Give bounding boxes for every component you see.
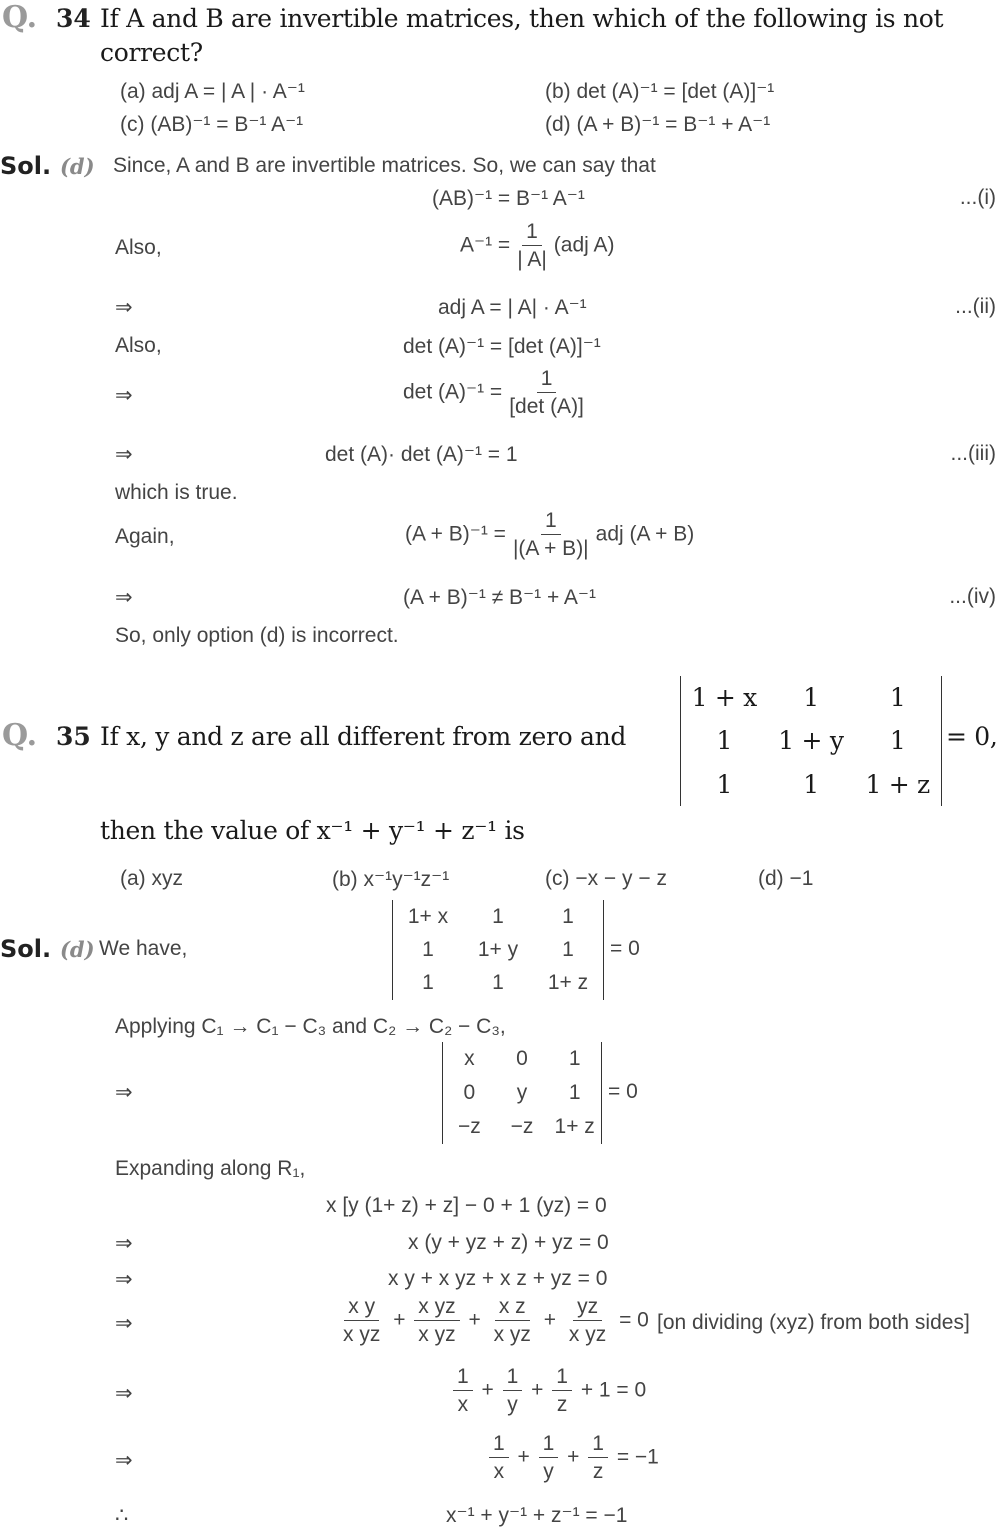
fraction <box>539 1430 559 1486</box>
determinant-cell: 1 + y <box>778 726 844 756</box>
denominator: y <box>507 1393 518 1417</box>
solution-text: So, only option (d) is incorrect. <box>115 624 399 647</box>
plus-sign: + <box>468 1308 481 1332</box>
equation-tag: ...(iv) <box>949 585 996 608</box>
question-text: correct? <box>100 38 203 67</box>
determinant-cell: 1 <box>492 904 504 928</box>
solution-text: Also, <box>115 334 162 357</box>
fraction <box>588 1430 608 1486</box>
numerator: 1 <box>503 1363 523 1391</box>
equation: det (A)⁻¹ = [det (A)]⁻¹ <box>403 335 601 358</box>
fraction <box>453 1363 473 1419</box>
determinant-cell: −z <box>457 1115 481 1138</box>
determinant-cell: x <box>464 1047 475 1070</box>
equation-tag: ...(iii) <box>950 442 996 465</box>
question-number: 34 <box>56 4 91 33</box>
numerator: x y <box>344 1293 379 1321</box>
determinant-cell: 1 <box>422 937 434 961</box>
equation: (A + B)⁻¹ ≠ B⁻¹ + A⁻¹ <box>403 586 596 609</box>
plus-sign: + <box>517 1445 530 1469</box>
implies-symbol: ⇒ <box>115 443 133 466</box>
question-number: 35 <box>56 722 91 751</box>
implies-symbol: ⇒ <box>115 586 133 609</box>
equation-tag: ...(i) <box>959 186 996 209</box>
numerator: 1 <box>537 365 557 393</box>
solution-answer: (d) <box>60 937 95 962</box>
determinant-cell: −z <box>510 1115 534 1138</box>
determinant-rhs: = 0 <box>610 937 640 960</box>
equation <box>405 507 694 563</box>
equation <box>336 1293 649 1349</box>
determinant-cell: 1 <box>562 937 574 961</box>
determinant-cell: 1 + x <box>691 683 757 713</box>
determinant-cell: 1 <box>803 769 819 799</box>
numerator: 1 <box>539 1430 559 1458</box>
determinant-cell: 1 <box>568 1081 581 1104</box>
solution-text: Again, <box>115 525 175 548</box>
equation-note: [on dividing (xyz) from both sides] <box>657 1311 970 1334</box>
plus-sign: + <box>567 1445 580 1469</box>
implies-symbol: ⇒ <box>115 1449 133 1472</box>
determinant-cell: 1+ y <box>477 937 519 961</box>
equation-lhs: A⁻¹ = <box>460 233 511 257</box>
numerator: x yz <box>414 1293 459 1321</box>
solution-text: which is true. <box>115 481 238 504</box>
fraction <box>505 365 588 421</box>
option-b: (b) det (A)⁻¹ = [det (A)]⁻¹ <box>545 80 775 103</box>
equation-lhs: det (A)⁻¹ = <box>403 380 503 404</box>
determinant-cell: y <box>516 1081 528 1104</box>
question-text: then the value of x⁻¹ + y⁻¹ + z⁻¹ is <box>100 816 525 845</box>
equation: x (y + yz + z) + yz = 0 <box>408 1231 609 1254</box>
question-text: If x, y and z are all different from zero and <box>100 722 627 751</box>
fraction <box>552 1363 572 1419</box>
numerator: 1 <box>522 218 542 246</box>
implies-symbol: ⇒ <box>115 1382 133 1405</box>
fraction <box>414 1293 459 1349</box>
denominator: y <box>543 1460 554 1484</box>
equation-tag: ...(ii) <box>955 295 996 318</box>
solution-label: Sol. <box>0 935 52 963</box>
denominator: x yz <box>418 1323 456 1347</box>
equation: adj A = | A| · A⁻¹ <box>438 296 587 319</box>
option-c: (c) (AB)⁻¹ = B⁻¹ A⁻¹ <box>120 113 304 136</box>
solution-answer: (d) <box>60 154 95 179</box>
determinant-cell: 1 <box>889 726 906 756</box>
solution-text: Expanding along R₁, <box>115 1157 306 1180</box>
numerator: 1 <box>453 1363 473 1391</box>
numerator: 1 <box>588 1430 608 1458</box>
option-a: (a) adj A = | A | · A⁻¹ <box>120 80 305 103</box>
implies-symbol: ⇒ <box>115 384 133 407</box>
option-d: (d) (A + B)⁻¹ = B⁻¹ + A⁻¹ <box>545 113 771 136</box>
equation <box>403 365 591 421</box>
solution-text: We have, <box>99 937 188 960</box>
determinant-cell: 1 + z <box>865 769 930 799</box>
implies-symbol: ⇒ <box>115 1232 133 1255</box>
plus-sign: + <box>543 1308 557 1332</box>
solution-text: Since, A and B are invertible matrices. So, we can say that <box>113 154 656 177</box>
determinant-rhs: = 0 <box>608 1080 638 1103</box>
denominator: x yz <box>568 1323 607 1347</box>
option-a: (a) xyz <box>120 867 183 890</box>
numerator: 1 <box>552 1363 572 1391</box>
implies-symbol: ⇒ <box>115 1312 133 1335</box>
determinant-rhs: = 0, <box>946 722 998 751</box>
fraction <box>565 1293 610 1349</box>
equation-lhs: (A + B)⁻¹ = <box>405 522 506 546</box>
denominator: x yz <box>493 1323 531 1347</box>
determinant <box>392 900 604 1000</box>
equation: x⁻¹ + y⁻¹ + z⁻¹ = −1 <box>446 1504 628 1527</box>
denominator: |(A + B)| <box>512 537 589 561</box>
option-c: (c) −x − y − z <box>545 867 667 890</box>
equation-rhs: adj (A + B) <box>595 522 695 546</box>
denominator: z <box>556 1393 568 1417</box>
numerator: yz <box>573 1293 602 1321</box>
determinant-cell: 1 <box>422 971 434 995</box>
numerator: 1 <box>541 507 561 535</box>
equation <box>450 1363 646 1419</box>
equation-rhs: (adj A) <box>553 233 615 257</box>
question-label: Q. <box>2 718 38 753</box>
equation: x [y (1+ z) + z] − 0 + 1 (yz) = 0 <box>326 1194 607 1217</box>
equation-rhs: = −1 <box>616 1445 659 1469</box>
denominator: x yz <box>343 1323 381 1347</box>
question-text: If A and B are invertible matrices, then which of the following is not <box>100 4 944 33</box>
fraction <box>513 218 551 274</box>
plus-sign: + <box>481 1378 494 1402</box>
therefore-symbol: ∴ <box>115 1504 129 1527</box>
determinant-cell: 1 <box>716 769 733 799</box>
question-label: Q. <box>2 0 38 35</box>
implies-symbol: ⇒ <box>115 1081 133 1104</box>
option-b: (b) x⁻¹y⁻¹z⁻¹ <box>332 868 450 891</box>
determinant-cell: 0 <box>516 1047 528 1070</box>
denominator: | A| <box>517 248 547 272</box>
denominator: z <box>592 1460 604 1484</box>
determinant-cell: 0 <box>463 1081 476 1104</box>
implies-symbol: ⇒ <box>115 296 133 319</box>
denominator: x <box>493 1460 505 1484</box>
equation-rhs: = 0 <box>619 1308 649 1332</box>
determinant <box>680 676 942 806</box>
fraction <box>509 507 593 563</box>
fraction <box>489 1430 509 1486</box>
denominator: x <box>457 1393 469 1417</box>
equation <box>460 218 614 274</box>
numerator: x z <box>495 1293 530 1321</box>
fraction <box>490 1293 535 1349</box>
implies-symbol: ⇒ <box>115 1268 133 1291</box>
equation <box>486 1430 659 1486</box>
solution-label: Sol. <box>0 152 52 180</box>
determinant-cell: 1 <box>492 971 504 995</box>
determinant-cell: 1 <box>889 683 906 713</box>
solution-text: Applying C₁ → C₁ − C₃ and C₂ → C₂ − C₃, <box>115 1015 506 1038</box>
equation: det (A)· det (A)⁻¹ = 1 <box>325 443 518 466</box>
option-d: (d) −1 <box>758 867 814 890</box>
equation: (AB)⁻¹ = B⁻¹ A⁻¹ <box>432 187 585 210</box>
determinant-cell: 1 <box>716 726 733 756</box>
determinant <box>442 1042 602 1144</box>
fraction <box>503 1363 523 1419</box>
plus-sign: + <box>393 1308 406 1332</box>
numerator: 1 <box>489 1430 509 1458</box>
solution-text: Also, <box>115 236 162 259</box>
determinant-cell: 1 <box>562 904 574 928</box>
determinant-cell: 1+ x <box>407 904 449 928</box>
plus-sign: + <box>531 1378 544 1402</box>
determinant-cell: 1+ z <box>554 1115 595 1138</box>
equation-rhs: + 1 = 0 <box>580 1378 647 1402</box>
fraction <box>339 1293 384 1349</box>
determinant-cell: 1 <box>803 683 819 713</box>
denominator: [det (A)] <box>509 395 584 419</box>
determinant-cell: 1+ z <box>547 971 589 995</box>
equation: x y + x yz + x z + yz = 0 <box>388 1267 608 1290</box>
determinant-cell: 1 <box>568 1047 581 1070</box>
